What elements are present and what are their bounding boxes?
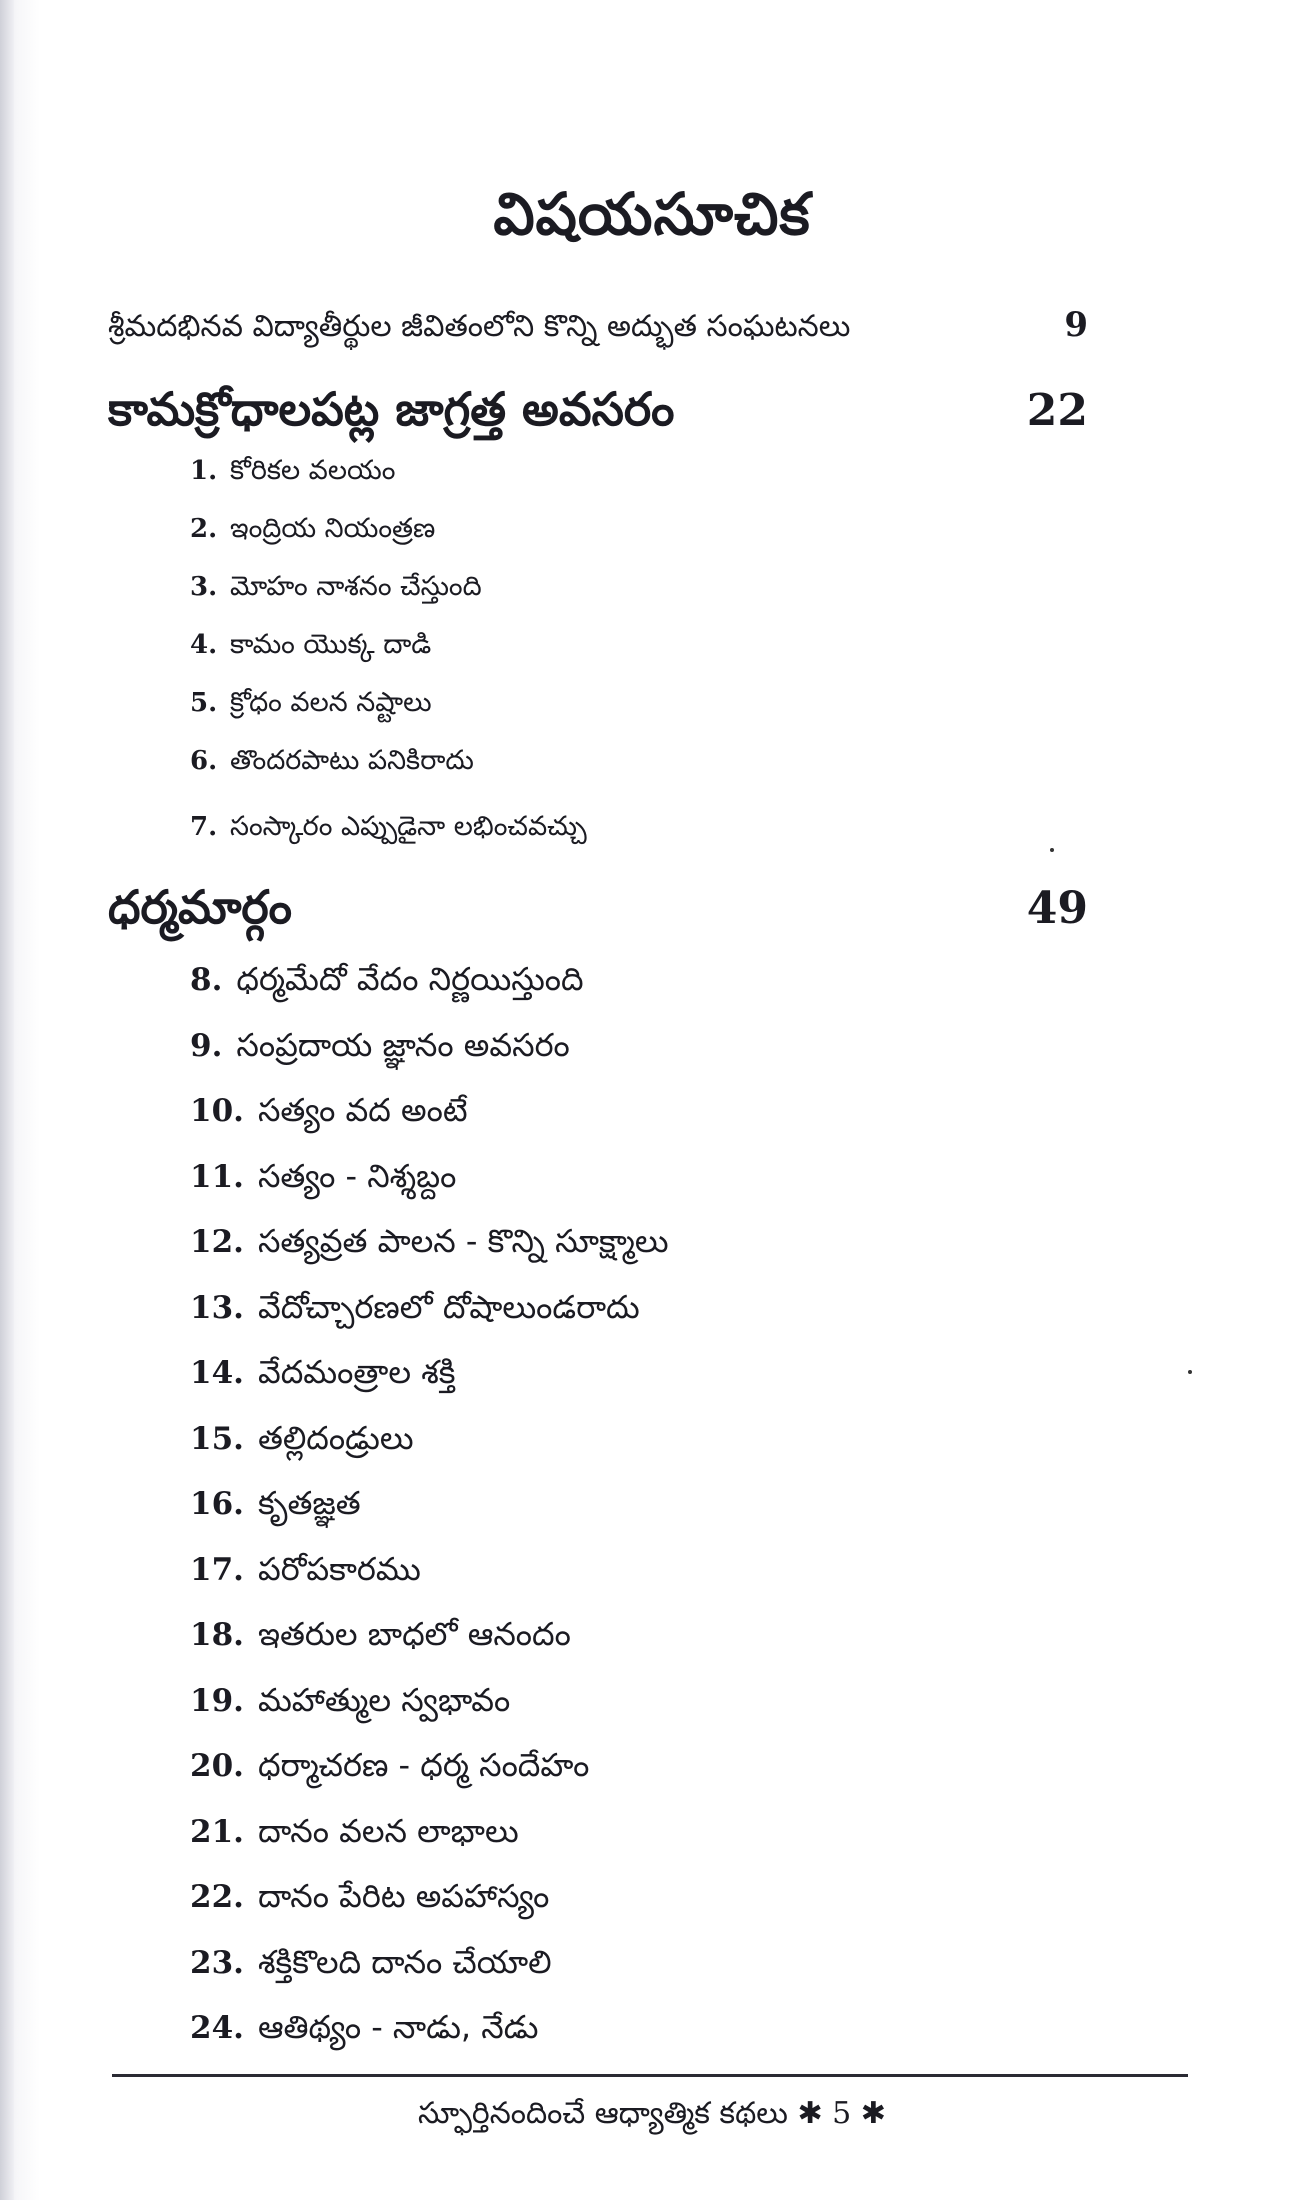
chapter-item xyxy=(190,1026,669,1092)
chapter-number: 14. xyxy=(190,1355,244,1391)
section-heading-dharma-margam xyxy=(108,880,1088,946)
section-title: కామక్రోధాలపట్ల జాగ్రత్త అవసరం xyxy=(108,382,675,436)
chapter-item xyxy=(190,1353,669,1419)
chapter-number: 5. xyxy=(190,688,218,718)
chapter-item xyxy=(190,1419,669,1485)
chapter-title: మహాత్ముల స్వభావం xyxy=(257,1680,511,1719)
chapter-title: సత్యం వద అంటే xyxy=(257,1091,468,1129)
chapter-title: దానం వలన లాభాలు xyxy=(257,1811,519,1850)
chapter-number: 1. xyxy=(190,456,218,486)
section-heading-kama-krodha xyxy=(108,382,1088,448)
intro-entry-text: శ్రీమదభినవ విద్యాతీర్థుల జీవితంలోని కొన్ని అద్భుత సంఘటనలు xyxy=(108,309,851,344)
chapter-number: 17. xyxy=(190,1551,244,1588)
chapter-number: 18. xyxy=(190,1617,244,1653)
chapter-title: పరోపకారము xyxy=(257,1549,421,1588)
chapter-title: సంస్కారం ఎప్పుడైనా లభించవచ్చు xyxy=(230,811,587,842)
chapter-title: తల్లిదండ్రులు xyxy=(257,1418,414,1457)
chapter-title: సంప్రదాయ జ్ఞానం అవసరం xyxy=(236,1025,570,1064)
section-page: 49 xyxy=(1026,883,1088,934)
chapter-item xyxy=(190,1746,669,1812)
chapter-item xyxy=(190,1812,669,1878)
footer-book-title: స్ఫూర్తినందించే ఆధ్యాత్మిక కథలు xyxy=(418,2096,788,2131)
chapter-item xyxy=(190,1550,669,1616)
chapter-item xyxy=(190,1681,669,1747)
chapter-item xyxy=(190,1484,669,1550)
chapter-title: కామం యొక్క దాడి xyxy=(230,629,432,660)
footer-page-number: 5 xyxy=(832,2096,852,2131)
chapter-number: 15. xyxy=(190,1420,244,1457)
section-title: ధర్మమార్గం xyxy=(108,880,293,934)
chapter-title: మోహం నాశనం చేస్తుంది xyxy=(230,571,482,602)
chapter-item xyxy=(190,1091,669,1157)
chapter-title: దానం పేరిట అపహాస్యం xyxy=(257,1877,550,1915)
chapter-title: వేదమంత్రాల శక్తి xyxy=(257,1353,456,1391)
chapter-title: కృతజ్ఞత xyxy=(257,1484,361,1522)
footer-star-icon: ✱ xyxy=(797,2096,823,2131)
chapter-item xyxy=(190,1157,669,1223)
chapter-item xyxy=(190,1943,669,2009)
chapter-item xyxy=(190,1288,669,1354)
chapter-number: 20. xyxy=(190,1748,244,1784)
page-title: విషయసూచిక xyxy=(493,180,811,248)
chapter-title: ధర్మమేదో వేదం నిర్ణయిస్తుంది xyxy=(236,960,584,998)
chapter-item xyxy=(190,2008,669,2074)
chapter-number: 21. xyxy=(190,1813,244,1850)
chapter-number: 4. xyxy=(190,630,218,660)
chapter-number: 6. xyxy=(190,746,218,776)
chapter-number: 3. xyxy=(190,572,218,602)
section-1-chapter-list xyxy=(190,455,587,869)
chapter-number: 7. xyxy=(190,812,218,842)
chapter-item xyxy=(190,1222,669,1288)
chapter-item xyxy=(190,513,587,571)
chapter-title: ధర్మాచరణ - ధర్మ సందేహం xyxy=(257,1746,590,1784)
section-page: 22 xyxy=(1026,385,1088,436)
chapter-item xyxy=(190,1877,669,1943)
chapter-item xyxy=(190,811,587,869)
chapter-number: 9. xyxy=(190,1027,223,1064)
chapter-number: 22. xyxy=(190,1879,244,1915)
chapter-title: సత్యవ్రత పాలన - కొన్ని సూక్ష్మాలు xyxy=(257,1222,669,1260)
chapter-title: క్రోధం వలన నష్టాలు xyxy=(230,687,432,718)
section-2-chapter-list xyxy=(190,960,669,2074)
chapter-item xyxy=(190,745,587,803)
chapter-number: 13. xyxy=(190,1289,244,1326)
chapter-item xyxy=(190,960,669,1026)
print-speck xyxy=(1050,848,1054,852)
footer-rule xyxy=(112,2074,1188,2077)
page-footer xyxy=(0,2096,1304,2138)
chapter-number: 23. xyxy=(190,1944,244,1981)
chapter-number: 19. xyxy=(190,1682,244,1719)
chapter-title: ఇతరుల బాధలో ఆనందం xyxy=(257,1615,571,1653)
chapter-number: 16. xyxy=(190,1486,244,1522)
chapter-title: వేదోచ్చారణలో దోషాలుండరాదు xyxy=(257,1287,640,1326)
chapter-title: ఇంద్రియ నియంత్రణ xyxy=(230,513,436,544)
intro-entry-page: 9 xyxy=(1064,305,1088,345)
chapter-item xyxy=(190,687,587,745)
chapter-number: 11. xyxy=(190,1158,244,1195)
intro-entry xyxy=(108,305,1088,351)
print-speck xyxy=(1188,1370,1192,1374)
chapter-title: ఆతిథ్యం - నాడు, నేడు xyxy=(257,2008,539,2046)
chapter-number: 10. xyxy=(190,1093,244,1129)
chapter-title: సత్యం - నిశ్శబ్దం xyxy=(257,1156,457,1195)
chapter-title: కోరికల వలయం xyxy=(230,455,396,486)
chapter-title: తొందరపాటు పనికిరాదు xyxy=(230,745,474,776)
chapter-number: 24. xyxy=(190,2010,244,2046)
chapter-number: 8. xyxy=(190,962,223,998)
chapter-number: 12. xyxy=(190,1224,244,1260)
chapter-item xyxy=(190,1615,669,1681)
chapter-item xyxy=(190,455,587,513)
chapter-item xyxy=(190,629,587,687)
chapter-title: శక్తికొలది దానం చేయాలి xyxy=(257,1942,552,1981)
footer-star-icon: ✱ xyxy=(860,2096,886,2131)
chapter-number: 2. xyxy=(190,514,218,544)
chapter-item xyxy=(190,571,587,629)
page-spine-shadow xyxy=(0,0,14,2200)
